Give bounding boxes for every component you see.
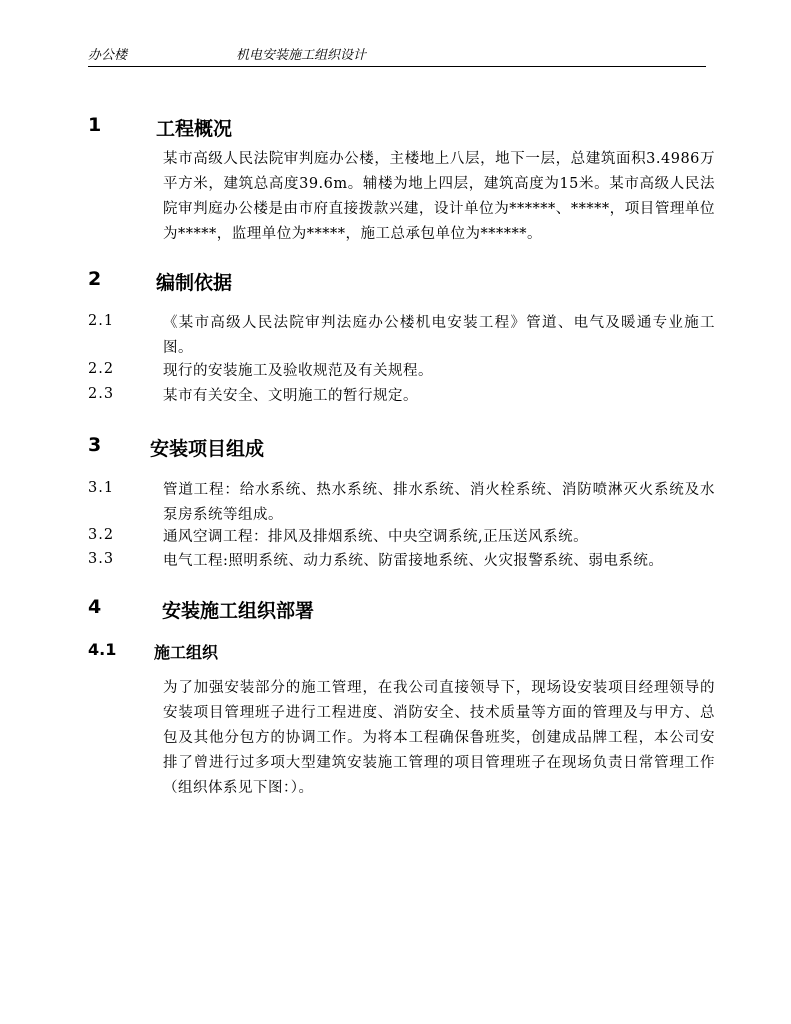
section-title: 安装施工组织部署	[162, 600, 315, 622]
item-number: 3.3	[88, 551, 115, 567]
subsection-4-1-paragraph: 为了加强安装部分的施工管理，在我公司直接领导下，现场设安装项目经理领导的安装项目管理班子进行工程进度、消防安全、技术质量等方面的管理及与甲方、总包及其他分包方的协调工作。为将本工程确保鲁班奖，创建成品牌工程，本公司安排了曾进行过多项大型建筑安装施工管理的项目管理班子在现场负责日常管理工作（组织体系见下图：）。	[163, 680, 715, 796]
section-number: 4	[88, 596, 102, 618]
list-item: 电气工程:照明系统、动力系统、防雷接地系统、火灾报警系统、弱电系统。	[163, 553, 664, 569]
section-number: 1	[88, 114, 102, 136]
item-number: 3.2	[88, 527, 115, 543]
section-number: 2	[88, 268, 102, 290]
header-building-name: 办公楼	[88, 48, 128, 63]
subsection-title: 施工组织	[154, 643, 219, 662]
section-number: 3	[88, 434, 102, 456]
page-header	[88, 44, 706, 67]
header-document-title: 机电安装施工组织设计	[236, 48, 367, 63]
item-number: 2.3	[88, 386, 115, 402]
list-item: 某市有关安全、文明施工的暂行规定。	[163, 388, 418, 404]
list-item: 《某市高级人民法院审判法庭办公楼机电安装工程》管道、电气及暖通专业施工图。	[163, 315, 715, 356]
list-item: 通风空调工程：排风及排烟系统、中央空调系统,正压送风系统。	[163, 529, 589, 545]
section-title: 工程概况	[156, 118, 233, 140]
subsection-number: 4.1	[88, 640, 117, 659]
list-item: 管道工程：给水系统、热水系统、排水系统、消火栓系统、消防喷淋灭火系统及水泵房系统等组成。	[163, 482, 715, 523]
item-number: 2.1	[88, 313, 115, 329]
list-item: 现行的安装施工及验收规范及有关规程。	[163, 363, 433, 379]
item-number: 3.1	[88, 480, 115, 496]
item-number: 2.2	[88, 361, 115, 377]
section-title: 编制依据	[156, 272, 233, 294]
section-1-paragraph: 某市高级人民法院审判庭办公楼，主楼地上八层，地下一层，总建筑面积3.4986万平方米，建筑总高度39.6m。辅楼为地上四层，建筑高度为15米。某市高级人民法院审判庭办公楼是由市府直接拨款兴建，设计单位为******、*****，项目管理单位为*****，监理单位为*****，施工总承包单位为******。	[163, 151, 715, 242]
section-title: 安装项目组成	[150, 438, 265, 460]
